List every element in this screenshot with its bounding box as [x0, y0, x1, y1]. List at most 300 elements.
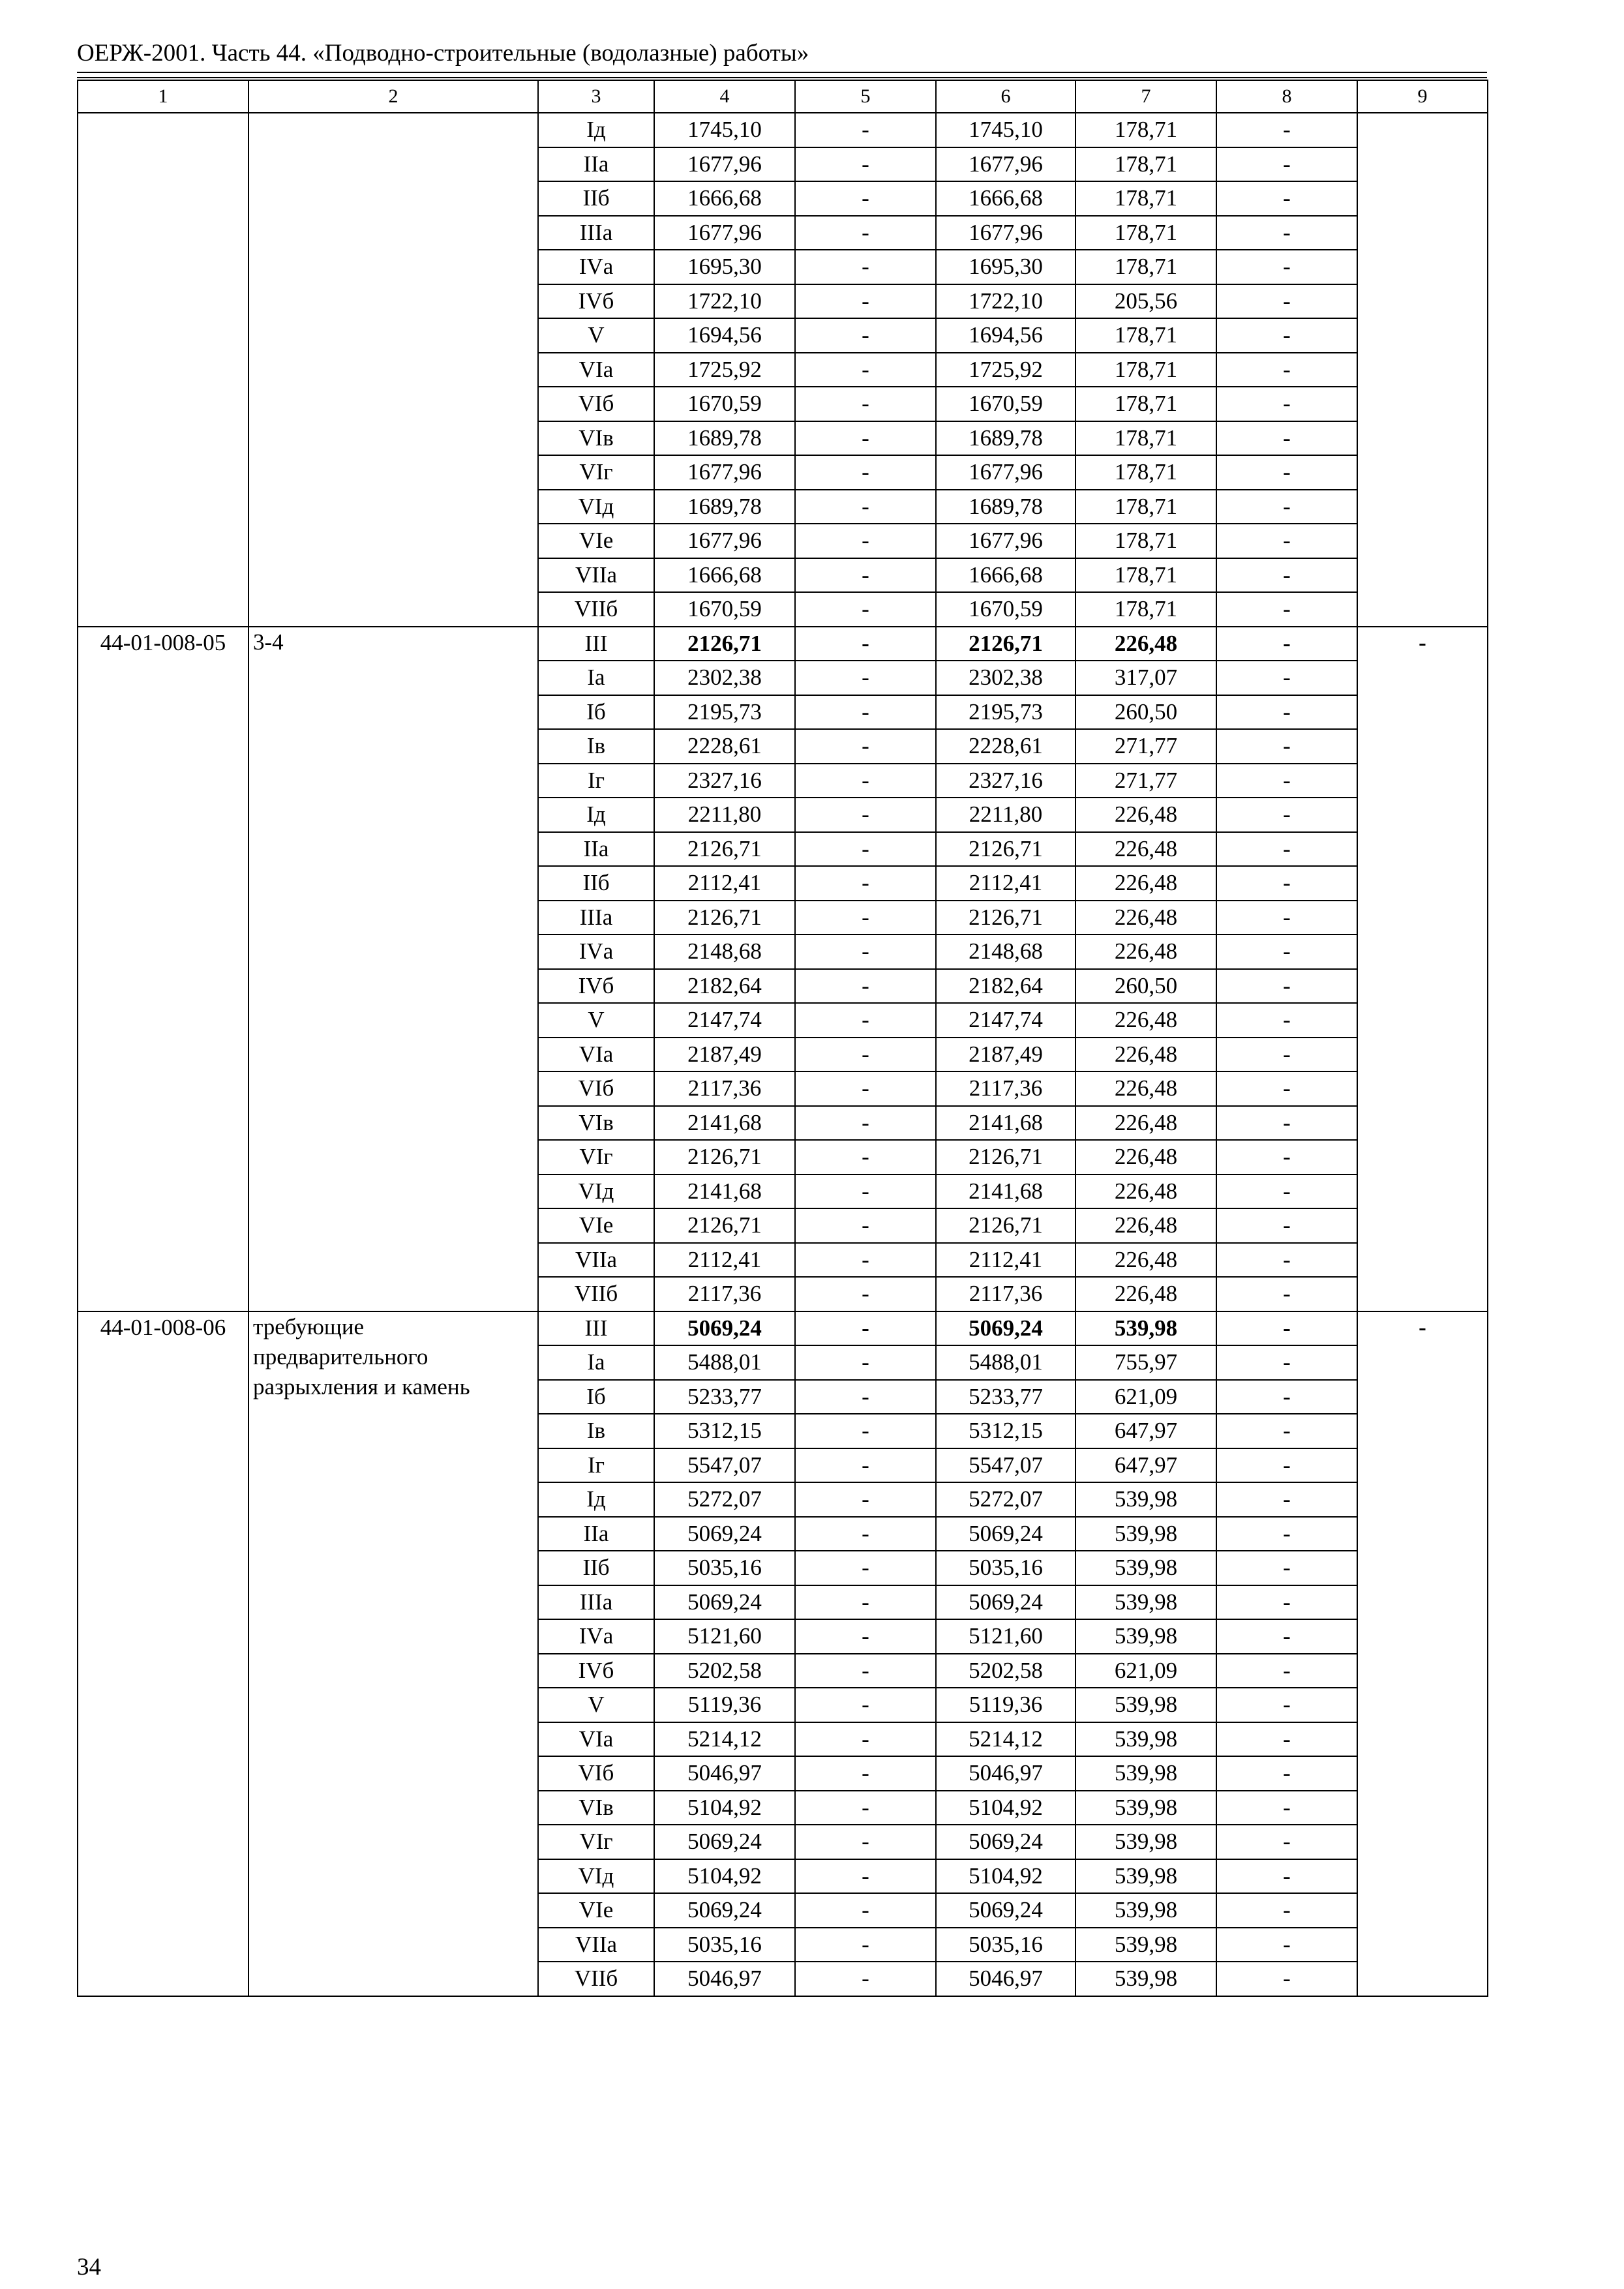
machinist-wage-cell: 539,98	[1075, 1551, 1216, 1585]
zone-cell: Iд	[538, 113, 654, 147]
total-cost-cell: 2228,61	[654, 729, 795, 764]
zone-cell: VIе	[538, 524, 654, 558]
materials-cost-cell: -	[1216, 901, 1357, 935]
machine-cost-cell: 5046,97	[936, 1756, 1075, 1791]
labor-cost-cell: -	[795, 1277, 936, 1311]
machinist-wage-cell: 226,48	[1075, 901, 1216, 935]
column-number: 9	[1357, 80, 1488, 113]
labor-cost-cell: -	[795, 798, 936, 832]
zone-cell: IIIа	[538, 1585, 654, 1620]
column-number: 2	[248, 80, 538, 113]
total-cost-cell: 5069,24	[654, 1311, 795, 1346]
materials-cost-cell: -	[1216, 113, 1357, 147]
materials-cost-cell: -	[1216, 181, 1357, 216]
total-cost-cell: 5202,58	[654, 1654, 795, 1688]
machine-cost-cell: 1695,30	[936, 250, 1075, 284]
machine-cost-cell: 5069,24	[936, 1825, 1075, 1859]
zone-cell: IIа	[538, 147, 654, 182]
labor-cost-cell: -	[795, 1038, 936, 1072]
machinist-wage-cell: 178,71	[1075, 113, 1216, 147]
total-cost-cell: 2141,68	[654, 1106, 795, 1141]
machine-cost-cell: 2141,68	[936, 1106, 1075, 1141]
materials-cost-cell: -	[1216, 1688, 1357, 1722]
total-cost-cell: 1670,59	[654, 387, 795, 421]
total-cost-cell: 5121,60	[654, 1619, 795, 1654]
materials-cost-cell: -	[1216, 1825, 1357, 1859]
header-rule-top	[77, 72, 1487, 73]
materials-cost-cell: -	[1216, 1756, 1357, 1791]
machinist-wage-cell: 226,48	[1075, 1174, 1216, 1209]
machinist-wage-cell: 226,48	[1075, 1071, 1216, 1106]
machinist-wage-cell: 539,98	[1075, 1722, 1216, 1757]
total-cost-cell: 5104,92	[654, 1859, 795, 1894]
total-cost-cell: 2112,41	[654, 1243, 795, 1278]
machinist-wage-cell: 226,48	[1075, 832, 1216, 867]
total-cost-cell: 5046,97	[654, 1962, 795, 1996]
machinist-wage-cell: 178,71	[1075, 181, 1216, 216]
labor-cost-cell: -	[795, 1928, 936, 1962]
materials-cost-cell: -	[1216, 284, 1357, 319]
labor-cost-cell: -	[795, 147, 936, 182]
labor-cost-cell: -	[795, 1208, 936, 1243]
labor-cost-cell: -	[795, 695, 936, 730]
labor-cost-cell: -	[795, 353, 936, 387]
total-cost-cell: 1666,68	[654, 558, 795, 593]
materials-cost-cell: -	[1216, 935, 1357, 969]
machinist-wage-cell: 539,98	[1075, 1688, 1216, 1722]
column-number: 1	[78, 80, 248, 113]
table-row	[78, 627, 1488, 661]
materials-cost-cell: -	[1216, 798, 1357, 832]
materials-cost-cell: -	[1216, 1174, 1357, 1209]
machinist-wage-cell: 226,48	[1075, 1208, 1216, 1243]
total-cost-cell: 5104,92	[654, 1791, 795, 1825]
materials-cost-cell: -	[1216, 353, 1357, 387]
zone-cell: VIг	[538, 1140, 654, 1174]
zone-cell: IVб	[538, 284, 654, 319]
labor-cost-cell: -	[795, 1380, 936, 1414]
total-cost-cell: 1666,68	[654, 181, 795, 216]
total-cost-cell: 5069,24	[654, 1585, 795, 1620]
machine-cost-cell: 2126,71	[936, 627, 1075, 661]
total-cost-cell: 1670,59	[654, 592, 795, 627]
materials-cost-cell: -	[1216, 1345, 1357, 1380]
total-cost-cell: 5272,07	[654, 1482, 795, 1517]
labor-cost-cell: -	[795, 1311, 936, 1346]
machinist-wage-cell: 178,71	[1075, 353, 1216, 387]
total-cost-cell: 5046,97	[654, 1756, 795, 1791]
labor-cost-cell: -	[795, 318, 936, 353]
zone-cell: Iа	[538, 1345, 654, 1380]
total-cost-cell: 2141,68	[654, 1174, 795, 1209]
labor-cost-cell: -	[795, 216, 936, 250]
materials-cost-cell: -	[1216, 1106, 1357, 1141]
total-cost-cell: 5214,12	[654, 1722, 795, 1757]
total-cost-cell: 1677,96	[654, 147, 795, 182]
total-cost-cell: 2126,71	[654, 832, 795, 867]
machine-cost-cell: 5272,07	[936, 1482, 1075, 1517]
machine-cost-cell: 5035,16	[936, 1551, 1075, 1585]
zone-cell: VIв	[538, 1106, 654, 1141]
machine-cost-cell: 5488,01	[936, 1345, 1075, 1380]
total-cost-cell: 2182,64	[654, 969, 795, 1004]
zone-cell: VIв	[538, 1791, 654, 1825]
total-cost-cell: 1725,92	[654, 353, 795, 387]
total-cost-cell: 5069,24	[654, 1825, 795, 1859]
column-number: 4	[654, 80, 795, 113]
materials-cost-cell: -	[1216, 1893, 1357, 1928]
materials-cost-cell: -	[1216, 1722, 1357, 1757]
machine-cost-cell: 5214,12	[936, 1722, 1075, 1757]
machine-cost-cell: 1677,96	[936, 524, 1075, 558]
total-cost-cell: 5233,77	[654, 1380, 795, 1414]
labor-cost-cell: -	[795, 1448, 936, 1483]
machine-cost-cell: 2148,68	[936, 935, 1075, 969]
machine-cost-cell: 1677,96	[936, 455, 1075, 490]
total-cost-cell: 5119,36	[654, 1688, 795, 1722]
zone-cell: Iд	[538, 798, 654, 832]
zone-cell: IVа	[538, 935, 654, 969]
total-cost-cell: 5035,16	[654, 1551, 795, 1585]
machine-cost-cell: 5069,24	[936, 1311, 1075, 1346]
machinist-wage-cell: 226,48	[1075, 627, 1216, 661]
machinist-wage-cell: 539,98	[1075, 1791, 1216, 1825]
labor-cost-cell: -	[795, 1106, 936, 1141]
machinist-wage-cell: 271,77	[1075, 729, 1216, 764]
machine-cost-cell: 2327,16	[936, 764, 1075, 798]
machine-cost-cell: 2187,49	[936, 1038, 1075, 1072]
machinist-wage-cell: 647,97	[1075, 1414, 1216, 1448]
machinist-wage-cell: 317,07	[1075, 661, 1216, 695]
zone-cell: IIIа	[538, 901, 654, 935]
machinist-wage-cell: 539,98	[1075, 1859, 1216, 1894]
machine-cost-cell: 5312,15	[936, 1414, 1075, 1448]
zone-cell: III	[538, 1311, 654, 1346]
zone-cell: Iв	[538, 1414, 654, 1448]
materials-cost-cell: -	[1216, 1654, 1357, 1688]
total-cost-cell: 2126,71	[654, 1140, 795, 1174]
column-number-row	[78, 80, 1488, 113]
machine-cost-cell: 5069,24	[936, 1893, 1075, 1928]
machine-cost-cell: 2228,61	[936, 729, 1075, 764]
zone-cell: Iг	[538, 764, 654, 798]
materials-cost-cell: -	[1216, 318, 1357, 353]
total-cost-cell: 2195,73	[654, 695, 795, 730]
machinist-wage-cell: 178,71	[1075, 250, 1216, 284]
materials-cost-cell: -	[1216, 1619, 1357, 1654]
materials-cost-cell: -	[1216, 455, 1357, 490]
total-cost-cell: 1695,30	[654, 250, 795, 284]
materials-cost-cell: -	[1216, 969, 1357, 1004]
total-cost-cell: 5035,16	[654, 1928, 795, 1962]
total-cost-cell: 2327,16	[654, 764, 795, 798]
column-9-cell: -	[1357, 627, 1488, 1311]
materials-cost-cell: -	[1216, 1414, 1357, 1448]
machinist-wage-cell: 178,71	[1075, 387, 1216, 421]
machine-cost-cell: 5035,16	[936, 1928, 1075, 1962]
labor-cost-cell: -	[795, 455, 936, 490]
column-9-cell: -	[1357, 1311, 1488, 1996]
machine-cost-cell: 2126,71	[936, 1140, 1075, 1174]
zone-cell: VIе	[538, 1208, 654, 1243]
total-cost-cell: 2302,38	[654, 661, 795, 695]
labor-cost-cell: -	[795, 250, 936, 284]
zone-cell: VIIб	[538, 592, 654, 627]
machine-cost-cell: 2195,73	[936, 695, 1075, 730]
total-cost-cell: 2126,71	[654, 901, 795, 935]
materials-cost-cell: -	[1216, 1003, 1357, 1038]
total-cost-cell: 1694,56	[654, 318, 795, 353]
machine-cost-cell: 5119,36	[936, 1688, 1075, 1722]
zone-cell: VIа	[538, 353, 654, 387]
machine-cost-cell: 1725,92	[936, 353, 1075, 387]
machine-cost-cell: 1677,96	[936, 216, 1075, 250]
machinist-wage-cell: 539,98	[1075, 1311, 1216, 1346]
materials-cost-cell: -	[1216, 729, 1357, 764]
column-9-cell	[1357, 113, 1488, 627]
machinist-wage-cell: 539,98	[1075, 1482, 1216, 1517]
zone-cell: IVа	[538, 1619, 654, 1654]
machinist-wage-cell: 226,48	[1075, 1106, 1216, 1141]
materials-cost-cell: -	[1216, 592, 1357, 627]
materials-cost-cell: -	[1216, 1482, 1357, 1517]
machinist-wage-cell: 178,71	[1075, 490, 1216, 524]
total-cost-cell: 1745,10	[654, 113, 795, 147]
machinist-wage-cell: 178,71	[1075, 558, 1216, 593]
materials-cost-cell: -	[1216, 866, 1357, 901]
materials-cost-cell: -	[1216, 1928, 1357, 1962]
machinist-wage-cell: 539,98	[1075, 1517, 1216, 1551]
machinist-wage-cell: 647,97	[1075, 1448, 1216, 1483]
labor-cost-cell: -	[795, 901, 936, 935]
total-cost-cell: 1689,78	[654, 421, 795, 456]
labor-cost-cell: -	[795, 1003, 936, 1038]
total-cost-cell: 2112,41	[654, 866, 795, 901]
labor-cost-cell: -	[795, 1243, 936, 1278]
machine-cost-cell: 1666,68	[936, 181, 1075, 216]
machinist-wage-cell: 178,71	[1075, 216, 1216, 250]
materials-cost-cell: -	[1216, 1071, 1357, 1106]
labor-cost-cell: -	[795, 524, 936, 558]
materials-cost-cell: -	[1216, 1962, 1357, 1996]
total-cost-cell: 2117,36	[654, 1071, 795, 1106]
total-cost-cell: 5547,07	[654, 1448, 795, 1483]
machinist-wage-cell: 178,71	[1075, 455, 1216, 490]
labor-cost-cell: -	[795, 1825, 936, 1859]
labor-cost-cell: -	[795, 1722, 936, 1757]
labor-cost-cell: -	[795, 592, 936, 627]
machine-cost-cell: 1689,78	[936, 421, 1075, 456]
zone-cell: VIг	[538, 455, 654, 490]
machine-cost-cell: 1722,10	[936, 284, 1075, 319]
machine-cost-cell: 2126,71	[936, 901, 1075, 935]
labor-cost-cell: -	[795, 1517, 936, 1551]
materials-cost-cell: -	[1216, 490, 1357, 524]
page-header: ОЕРЖ-2001. Часть 44. «Подводно-строительные (водолазные) работы»	[77, 40, 809, 67]
zone-cell: III	[538, 627, 654, 661]
table-row	[78, 1311, 1488, 1346]
machinist-wage-cell: 271,77	[1075, 764, 1216, 798]
machine-cost-cell: 1689,78	[936, 490, 1075, 524]
zone-cell: IIа	[538, 1517, 654, 1551]
zone-cell: IIб	[538, 866, 654, 901]
zone-cell: VIб	[538, 1756, 654, 1791]
labor-cost-cell: -	[795, 1140, 936, 1174]
machinist-wage-cell: 226,48	[1075, 1038, 1216, 1072]
total-cost-cell: 2126,71	[654, 627, 795, 661]
machine-cost-cell: 2141,68	[936, 1174, 1075, 1209]
total-cost-cell: 1677,96	[654, 524, 795, 558]
labor-cost-cell: -	[795, 1688, 936, 1722]
column-number: 3	[538, 80, 654, 113]
materials-cost-cell: -	[1216, 1448, 1357, 1483]
labor-cost-cell: -	[795, 558, 936, 593]
total-cost-cell: 5488,01	[654, 1345, 795, 1380]
labor-cost-cell: -	[795, 1756, 936, 1791]
table-body	[78, 80, 1488, 1996]
materials-cost-cell: -	[1216, 421, 1357, 456]
machine-cost-cell: 2117,36	[936, 1071, 1075, 1106]
column-number: 8	[1216, 80, 1357, 113]
machinist-wage-cell: 539,98	[1075, 1619, 1216, 1654]
machine-cost-cell: 1745,10	[936, 113, 1075, 147]
materials-cost-cell: -	[1216, 1277, 1357, 1311]
labor-cost-cell: -	[795, 1654, 936, 1688]
materials-cost-cell: -	[1216, 1038, 1357, 1072]
zone-cell: VIIа	[538, 558, 654, 593]
materials-cost-cell: -	[1216, 1791, 1357, 1825]
machine-cost-cell: 1694,56	[936, 318, 1075, 353]
machinist-wage-cell: 226,48	[1075, 935, 1216, 969]
machinist-wage-cell: 226,48	[1075, 1277, 1216, 1311]
labor-cost-cell: -	[795, 181, 936, 216]
machine-cost-cell: 5104,92	[936, 1791, 1075, 1825]
materials-cost-cell: -	[1216, 387, 1357, 421]
rate-code-cell	[78, 113, 248, 627]
total-cost-cell: 1677,96	[654, 216, 795, 250]
zone-cell: VIIб	[538, 1277, 654, 1311]
zone-cell: VIв	[538, 421, 654, 456]
machine-cost-cell: 2147,74	[936, 1003, 1075, 1038]
machinist-wage-cell: 178,71	[1075, 318, 1216, 353]
machine-cost-cell: 5202,58	[936, 1654, 1075, 1688]
zone-cell: IVб	[538, 969, 654, 1004]
labor-cost-cell: -	[795, 935, 936, 969]
machinist-wage-cell: 539,98	[1075, 1756, 1216, 1791]
machine-cost-cell: 2211,80	[936, 798, 1075, 832]
machine-cost-cell: 5104,92	[936, 1859, 1075, 1894]
materials-cost-cell: -	[1216, 764, 1357, 798]
materials-cost-cell: -	[1216, 1380, 1357, 1414]
total-cost-cell: 5069,24	[654, 1517, 795, 1551]
total-cost-cell: 2147,74	[654, 1003, 795, 1038]
machinist-wage-cell: 178,71	[1075, 421, 1216, 456]
materials-cost-cell: -	[1216, 695, 1357, 730]
zone-cell: VIа	[538, 1038, 654, 1072]
labor-cost-cell: -	[795, 866, 936, 901]
labor-cost-cell: -	[795, 387, 936, 421]
labor-cost-cell: -	[795, 627, 936, 661]
labor-cost-cell: -	[795, 1551, 936, 1585]
labor-cost-cell: -	[795, 1345, 936, 1380]
materials-cost-cell: -	[1216, 1140, 1357, 1174]
zone-cell: Iг	[538, 1448, 654, 1483]
column-number: 6	[936, 80, 1075, 113]
rate-code-cell: 44-01-008-06	[78, 1311, 248, 1996]
machine-cost-cell: 1666,68	[936, 558, 1075, 593]
labor-cost-cell: -	[795, 113, 936, 147]
materials-cost-cell: -	[1216, 832, 1357, 867]
total-cost-cell: 2187,49	[654, 1038, 795, 1072]
zone-cell: IIа	[538, 832, 654, 867]
machinist-wage-cell: 226,48	[1075, 1243, 1216, 1278]
total-cost-cell: 2126,71	[654, 1208, 795, 1243]
total-cost-cell: 1722,10	[654, 284, 795, 319]
labor-cost-cell: -	[795, 284, 936, 319]
machinist-wage-cell: 178,71	[1075, 524, 1216, 558]
materials-cost-cell: -	[1216, 216, 1357, 250]
machine-cost-cell: 5233,77	[936, 1380, 1075, 1414]
zone-cell: VIд	[538, 490, 654, 524]
zone-cell: VIб	[538, 1071, 654, 1106]
machinist-wage-cell: 178,71	[1075, 147, 1216, 182]
total-cost-cell: 1689,78	[654, 490, 795, 524]
labor-cost-cell: -	[795, 1414, 936, 1448]
zone-cell: VIIа	[538, 1928, 654, 1962]
page-number: 34	[77, 2254, 101, 2281]
labor-cost-cell: -	[795, 661, 936, 695]
labor-cost-cell: -	[795, 832, 936, 867]
labor-cost-cell: -	[795, 1791, 936, 1825]
materials-cost-cell: -	[1216, 627, 1357, 661]
machinist-wage-cell: 539,98	[1075, 1585, 1216, 1620]
machinist-wage-cell: 226,48	[1075, 866, 1216, 901]
machinist-wage-cell: 621,09	[1075, 1380, 1216, 1414]
total-cost-cell: 2117,36	[654, 1277, 795, 1311]
machine-cost-cell: 5121,60	[936, 1619, 1075, 1654]
machinist-wage-cell: 539,98	[1075, 1962, 1216, 1996]
zone-cell: VIд	[538, 1174, 654, 1209]
machinist-wage-cell: 226,48	[1075, 1003, 1216, 1038]
machinist-wage-cell: 260,50	[1075, 695, 1216, 730]
rates-table	[77, 80, 1488, 1997]
zone-cell: Iб	[538, 1380, 654, 1414]
machine-cost-cell: 5069,24	[936, 1517, 1075, 1551]
machine-cost-cell: 2112,41	[936, 1243, 1075, 1278]
zone-cell: VIд	[538, 1859, 654, 1894]
labor-cost-cell: -	[795, 1071, 936, 1106]
total-cost-cell: 5069,24	[654, 1893, 795, 1928]
machinist-wage-cell: 260,50	[1075, 969, 1216, 1004]
zone-cell: VIг	[538, 1825, 654, 1859]
labor-cost-cell: -	[795, 729, 936, 764]
zone-cell: Iд	[538, 1482, 654, 1517]
zone-cell: Iб	[538, 695, 654, 730]
column-number: 7	[1075, 80, 1216, 113]
zone-cell: IIб	[538, 181, 654, 216]
materials-cost-cell: -	[1216, 558, 1357, 593]
labor-cost-cell: -	[795, 969, 936, 1004]
machinist-wage-cell: 539,98	[1075, 1893, 1216, 1928]
machine-cost-cell: 2117,36	[936, 1277, 1075, 1311]
total-cost-cell: 1677,96	[654, 455, 795, 490]
machine-cost-cell: 2126,71	[936, 1208, 1075, 1243]
zone-cell: IIб	[538, 1551, 654, 1585]
zone-cell: VIIа	[538, 1243, 654, 1278]
labor-cost-cell: -	[795, 1962, 936, 1996]
materials-cost-cell: -	[1216, 250, 1357, 284]
machine-cost-cell: 2112,41	[936, 866, 1075, 901]
